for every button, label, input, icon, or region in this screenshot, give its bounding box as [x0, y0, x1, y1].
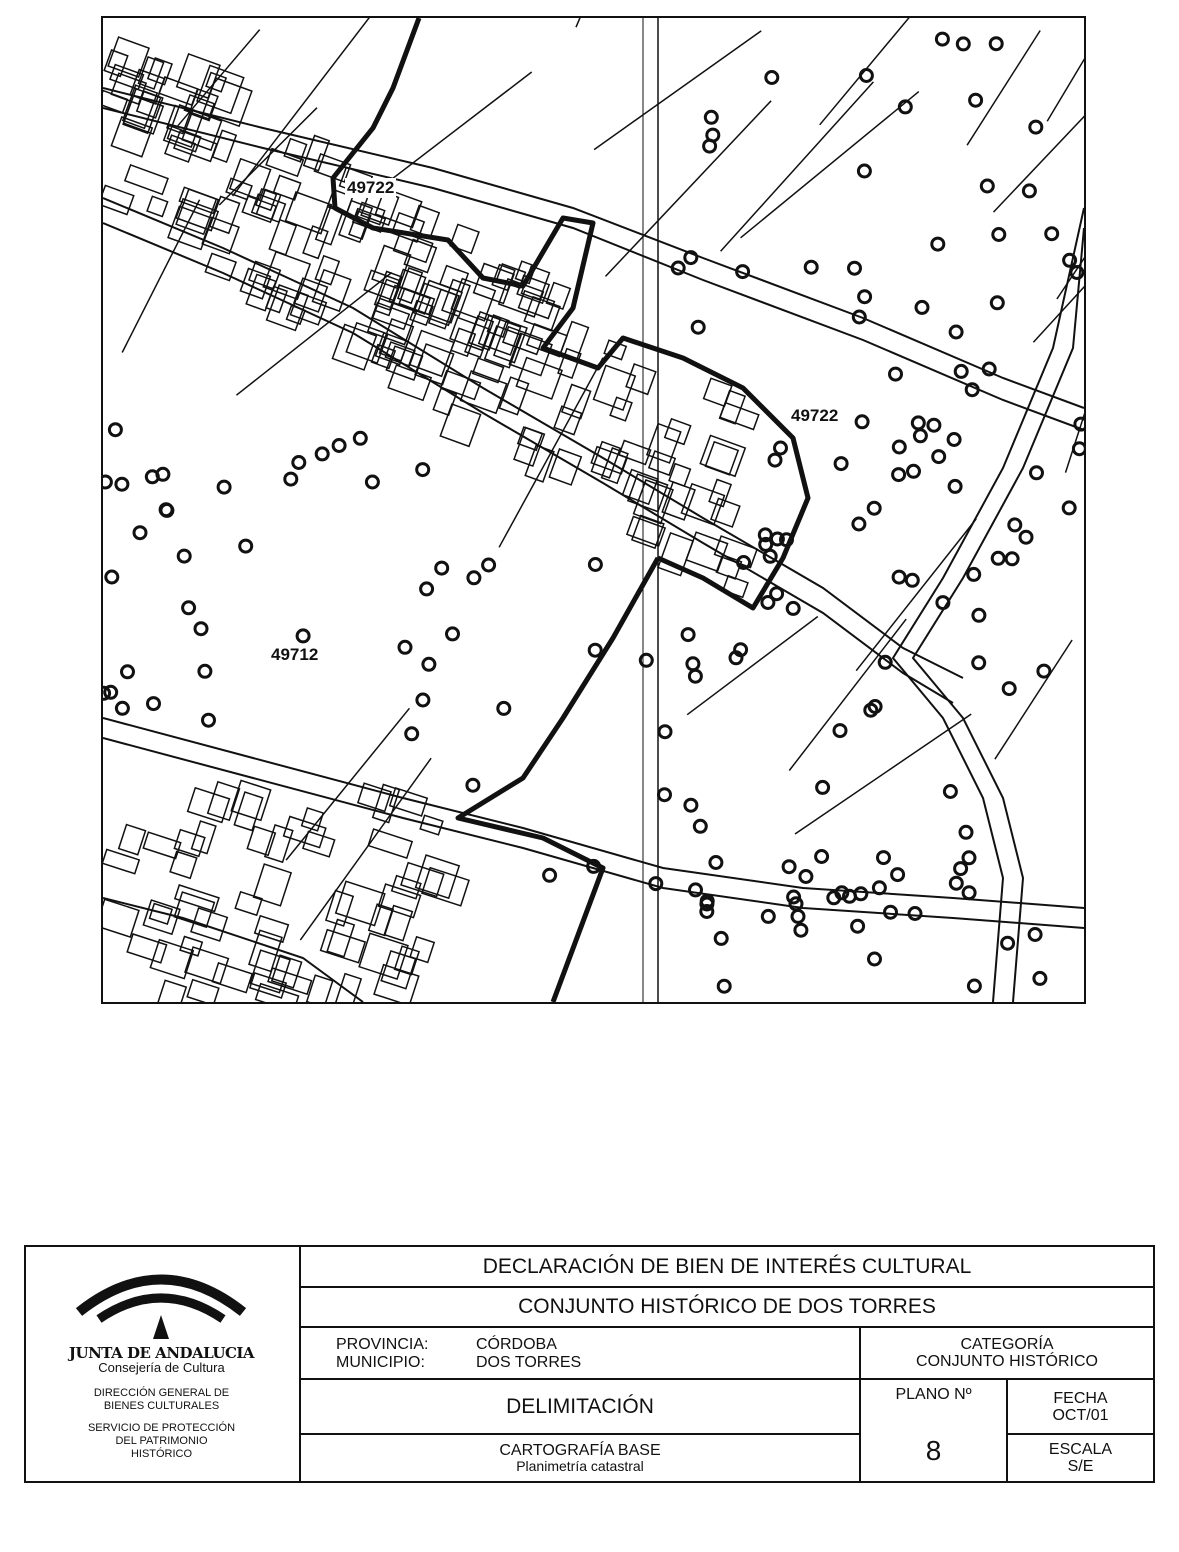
- tree-icon: [928, 419, 940, 431]
- parcel: [234, 792, 262, 830]
- tree-icon: [983, 363, 995, 375]
- tree-icon: [195, 623, 207, 635]
- tree-icon: [792, 910, 804, 922]
- tree-icon: [775, 442, 787, 454]
- field-line: [594, 31, 761, 150]
- tree-icon: [860, 70, 872, 82]
- municipio-value: DOS TORRES: [476, 1354, 582, 1371]
- tree-icon: [948, 434, 960, 446]
- parcel: [627, 517, 665, 546]
- tree-icon: [936, 33, 948, 45]
- parcel: [368, 829, 412, 858]
- tree-icon: [966, 384, 978, 396]
- tree-icon: [589, 644, 601, 656]
- parcel: [473, 358, 504, 382]
- tree-icon: [893, 469, 905, 481]
- parcel: [433, 388, 456, 415]
- title-declaracion: DECLARACIÓN DE BIEN DE INTERÉS CULTURAL: [301, 1247, 1153, 1288]
- logo-consejeria: Consejería de Cultura: [98, 1360, 225, 1375]
- tree-icon: [423, 658, 435, 670]
- cadastral-map: [101, 16, 1086, 1004]
- tree-icon: [1063, 502, 1075, 514]
- tree-icon: [293, 457, 305, 469]
- parcel: [185, 947, 228, 983]
- parcel: [384, 906, 412, 941]
- tree-icon: [968, 980, 980, 992]
- tree-icon: [1020, 531, 1032, 543]
- parcel-label-49712: 49712: [271, 645, 319, 664]
- tree-icon: [991, 297, 1003, 309]
- parcel: [546, 283, 570, 309]
- parcel: [235, 892, 262, 915]
- parcel: [649, 451, 675, 475]
- tree-icon: [990, 38, 1002, 50]
- tree-icon: [1064, 254, 1076, 266]
- parcel: [422, 868, 469, 906]
- field-line: [995, 640, 1072, 759]
- tree-icon: [783, 861, 795, 873]
- title-conjunto: CONJUNTO HISTÓRICO DE DOS TORRES: [301, 1288, 1153, 1328]
- tree-icon: [890, 368, 902, 380]
- street-bottom: [103, 898, 363, 1002]
- field-line: [499, 358, 603, 548]
- tree-icon: [893, 571, 905, 583]
- tree-icon: [868, 502, 880, 514]
- tree-icon: [134, 527, 146, 539]
- tree-icon: [689, 670, 701, 682]
- parcel: [372, 246, 411, 289]
- provincia-value: CÓRDOBA: [476, 1336, 557, 1353]
- plano-number: 8: [925, 1435, 942, 1466]
- tree-icon: [856, 416, 868, 428]
- tree-icon: [692, 321, 704, 333]
- tree-icon: [468, 572, 480, 584]
- field-line: [576, 18, 656, 27]
- parcel: [492, 265, 515, 291]
- tree-icon: [690, 884, 702, 896]
- map-drawing: [103, 18, 1084, 1002]
- tree-icon: [1031, 467, 1043, 479]
- parcel: [307, 975, 333, 1002]
- tree-icon: [762, 910, 774, 922]
- tree-icon: [800, 871, 812, 883]
- tree-icon: [659, 789, 671, 801]
- tree-icon: [399, 641, 411, 653]
- parcel: [188, 788, 230, 823]
- parcel: [255, 916, 289, 942]
- parcel: [379, 319, 413, 361]
- road-right: [893, 208, 1084, 1002]
- tree-icon: [659, 726, 671, 738]
- tree-icon: [834, 725, 846, 737]
- parcel-label-49722-east: 49722: [791, 406, 839, 425]
- tree-icon: [1034, 972, 1046, 984]
- tree-icon: [1046, 228, 1058, 240]
- tree-icon: [955, 863, 967, 875]
- tree-icon: [1006, 553, 1018, 565]
- parcel: [274, 176, 301, 200]
- tree-icon: [869, 953, 881, 965]
- tree-icon: [103, 476, 111, 488]
- fecha-cell: [1008, 1380, 1153, 1435]
- parcel: [346, 323, 387, 363]
- delimitation-boundary-south: [458, 558, 658, 1002]
- tree-icon: [687, 658, 699, 670]
- tree-icon: [805, 261, 817, 273]
- street-upper: [103, 88, 1084, 408]
- tree-icon: [316, 448, 328, 460]
- tree-icon: [992, 552, 1004, 564]
- tree-icon: [544, 869, 556, 881]
- tree-icon: [973, 609, 985, 621]
- cartografia-label: CARTOGRAFÍA BASE: [499, 1442, 661, 1459]
- road-right-edge: [913, 228, 1084, 1002]
- provincia-municipio-cell: [301, 1328, 861, 1380]
- parcel: [254, 864, 292, 906]
- tree-icon: [122, 666, 134, 678]
- fecha-label: FECHA: [1053, 1389, 1108, 1407]
- field-line: [606, 101, 772, 277]
- tree-icon: [178, 550, 190, 562]
- escala-label: ESCALA: [1048, 1441, 1113, 1458]
- tree-icon: [944, 786, 956, 798]
- tree-icon: [909, 908, 921, 920]
- tree-icon: [892, 869, 904, 881]
- field-line: [789, 619, 906, 770]
- municipio-label: MUNICIPIO:: [336, 1354, 425, 1371]
- tree-icon: [116, 702, 128, 714]
- tree-icon: [885, 906, 897, 918]
- tree-icon: [685, 799, 697, 811]
- fecha-value: OCT/01: [1052, 1406, 1109, 1424]
- tree-icon: [354, 432, 366, 444]
- tree-icon: [950, 326, 962, 338]
- tree-icon: [858, 165, 870, 177]
- field-line: [687, 617, 818, 715]
- parcel: [159, 77, 198, 105]
- tree-icon: [968, 568, 980, 580]
- tree-icon: [906, 574, 918, 586]
- tree-icon: [406, 728, 418, 740]
- parcel: [187, 980, 219, 1002]
- tree-icon: [436, 562, 448, 574]
- tree-icon: [1073, 443, 1084, 455]
- tree-icon: [873, 882, 885, 894]
- tree-icon: [916, 301, 928, 313]
- parcel: [440, 404, 480, 446]
- field-line: [370, 72, 531, 196]
- tree-icon: [715, 932, 727, 944]
- tree-icon: [912, 417, 924, 429]
- logo-cell: [26, 1247, 301, 1481]
- tree-icon: [950, 877, 962, 889]
- tree-icon: [148, 698, 160, 710]
- tree-icon: [970, 94, 982, 106]
- tree-icon: [650, 878, 662, 890]
- tree-icon: [366, 476, 378, 488]
- tree-icon: [704, 140, 716, 152]
- tree-icon: [106, 571, 118, 583]
- tree-icon: [769, 454, 781, 466]
- parcel: [700, 435, 745, 476]
- field-line: [721, 82, 874, 251]
- cartografia-cell: [301, 1435, 861, 1481]
- tree-icon: [447, 628, 459, 640]
- parcel: [177, 54, 220, 98]
- parcel: [210, 197, 240, 234]
- tree-icon: [589, 559, 601, 571]
- parcel: [147, 196, 168, 216]
- tree-icon: [762, 597, 774, 609]
- tree-icon: [417, 464, 429, 476]
- tree-icon: [816, 851, 828, 863]
- tree-icon: [933, 451, 945, 463]
- tree-icon: [467, 779, 479, 791]
- parcel: [197, 65, 244, 113]
- title-block: [24, 1245, 1155, 1483]
- parcel: [321, 930, 366, 963]
- tree-icon: [908, 465, 920, 477]
- parcel: [336, 881, 385, 925]
- field-line: [820, 18, 973, 125]
- tree-icon: [285, 473, 297, 485]
- tree-icon: [957, 38, 969, 50]
- tree-icon: [949, 480, 961, 492]
- categoria-value: CONJUNTO HISTÓRICO: [916, 1353, 1098, 1370]
- tree-icon: [878, 852, 890, 864]
- tree-icon: [963, 852, 975, 864]
- tree-icon: [855, 888, 867, 900]
- provincia-label: PROVINCIA:: [336, 1336, 429, 1353]
- tree-icon: [795, 924, 807, 936]
- logo-servicio: SERVICIO DE PROTECCIÓN DEL PATRIMONIO HISTÓRICO: [87, 1422, 236, 1460]
- cartografia-value: Planimetría catastral: [516, 1458, 644, 1474]
- tree-icon: [993, 229, 1005, 241]
- tree-icon: [835, 458, 847, 470]
- field-line: [178, 30, 260, 126]
- delimitacion: DELIMITACIÓN: [301, 1380, 861, 1435]
- field-line: [1047, 18, 1084, 121]
- tree-icon: [955, 365, 967, 377]
- logo-direccion: DIRECCIÓN GENERAL DE BIENES CULTURALES: [93, 1387, 230, 1412]
- parcel: [450, 318, 490, 351]
- tree-icon: [694, 820, 706, 832]
- escala-cell: [1008, 1435, 1153, 1481]
- categoria-label: CATEGORÍA: [960, 1336, 1054, 1353]
- parcel: [119, 825, 146, 855]
- street-lower: [103, 718, 1084, 908]
- tree-icon: [1038, 665, 1050, 677]
- tree-icon: [932, 238, 944, 250]
- tree-icon: [203, 714, 215, 726]
- tree-icon: [1023, 185, 1035, 197]
- tree-icon: [766, 72, 778, 84]
- logo-name: JUNTA DE ANDALUCIA: [68, 1344, 255, 1362]
- parcel: [287, 306, 306, 325]
- tree-icon: [640, 654, 652, 666]
- field-line: [286, 708, 409, 860]
- parcel: [451, 328, 475, 356]
- parcel: [516, 358, 562, 399]
- tree-icon: [1029, 929, 1041, 941]
- escala-value: S/E: [1067, 1458, 1094, 1475]
- tree-icon: [109, 424, 121, 436]
- field-line: [795, 714, 971, 834]
- parcel-label-49722-north: 49722: [347, 178, 395, 197]
- tree-icon: [914, 430, 926, 442]
- tree-icon: [240, 540, 252, 552]
- plano-cell: [861, 1380, 1008, 1481]
- tree-icon: [1009, 519, 1021, 531]
- tree-icon: [981, 180, 993, 192]
- tree-icon: [483, 559, 495, 571]
- tree-icon: [960, 826, 972, 838]
- tree-icon: [199, 665, 211, 677]
- tree-icon: [893, 441, 905, 453]
- tree-icon: [852, 920, 864, 932]
- parcel: [127, 934, 166, 963]
- junta-andalucia-logo-icon: [71, 1257, 251, 1347]
- tree-icon: [705, 111, 717, 123]
- tree-icon: [218, 481, 230, 493]
- parcel: [286, 192, 332, 234]
- tree-icon: [973, 657, 985, 669]
- tree-icon: [849, 262, 861, 274]
- field-line: [856, 519, 976, 671]
- tree-icon: [718, 980, 730, 992]
- tree-icon: [859, 291, 871, 303]
- parcel: [125, 165, 168, 194]
- tree-icon: [710, 857, 722, 869]
- categoria-cell: [861, 1328, 1153, 1380]
- tree-icon: [817, 781, 829, 793]
- parcel: [686, 532, 727, 571]
- tree-icon: [421, 583, 433, 595]
- tree-icon: [1002, 937, 1014, 949]
- tree-icon: [183, 602, 195, 614]
- tree-icon: [1003, 683, 1015, 695]
- tree-icon: [417, 694, 429, 706]
- parcel: [269, 220, 296, 255]
- parcel: [720, 403, 759, 430]
- tree-icon: [116, 478, 128, 490]
- parcel: [170, 852, 197, 879]
- tree-icon: [682, 629, 694, 641]
- tree-icon: [297, 630, 309, 642]
- parcel: [155, 980, 187, 1002]
- plano-label: PLANO Nº: [895, 1386, 972, 1403]
- tree-icon: [853, 518, 865, 530]
- parcel: [705, 442, 738, 475]
- tree-icon: [498, 702, 510, 714]
- tree-icon: [963, 887, 975, 899]
- tree-icon: [333, 440, 345, 452]
- tree-icon: [1030, 121, 1042, 133]
- parcel: [138, 57, 163, 89]
- tree-icon: [787, 602, 799, 614]
